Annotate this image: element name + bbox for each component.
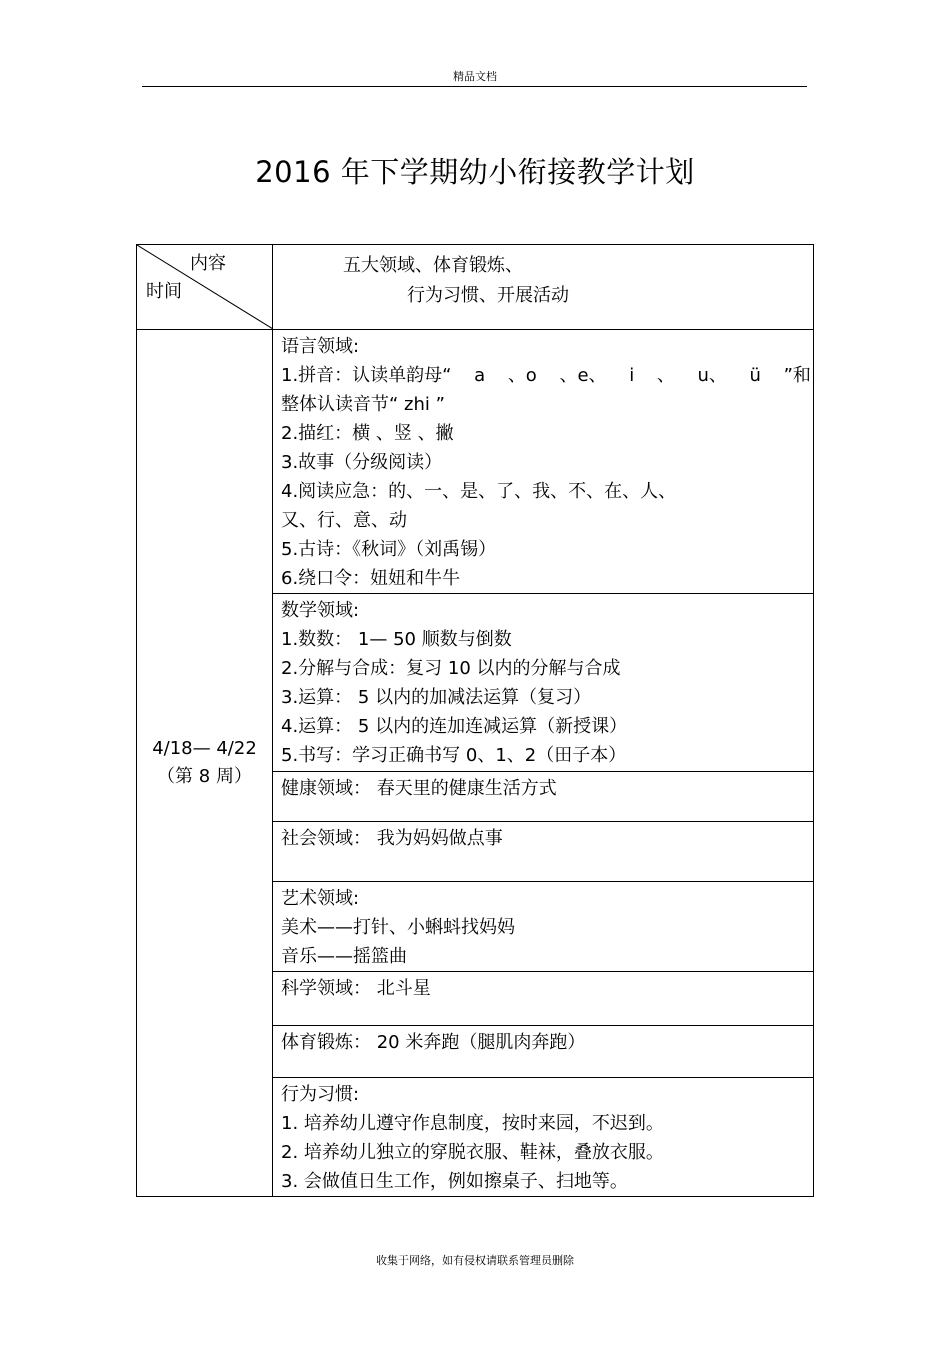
language-line: 又、行、意、动 xyxy=(281,510,407,531)
science-cell xyxy=(273,972,814,1026)
header-rule xyxy=(142,86,807,87)
page-header: 精品文档 xyxy=(453,70,497,83)
page-title: 2016 年下学期幼小衔接教学计划 xyxy=(255,155,695,189)
art-line: 音乐——摇篮曲 xyxy=(281,946,407,967)
corner-header-cell xyxy=(137,245,273,330)
period-dates: 4/18— 4/22 xyxy=(152,738,257,759)
math-line: 1.数数： 1— 50 顺数与倒数 xyxy=(281,629,512,650)
pinyin-letter: ü xyxy=(749,365,761,386)
table-row xyxy=(137,330,814,594)
science-text: 科学领域： 北斗星 xyxy=(281,978,431,999)
art-heading: 艺术领域: xyxy=(281,888,360,909)
language-line: 5.古诗：《秋词》（刘禹锡） xyxy=(281,539,497,560)
plan-table xyxy=(136,244,814,1197)
health-text: 健康领域： 春天里的健康生活方式 xyxy=(281,778,557,799)
period-cell xyxy=(137,330,273,1197)
pinyin-line xyxy=(281,361,813,390)
math-heading: 数学领域: xyxy=(281,600,360,621)
language-line: 6.绕口令：妞妞和牛牛 xyxy=(281,568,461,589)
math-cell xyxy=(273,594,814,772)
page-footer: 收集于网络，如有侵权请联系管理员删除 xyxy=(376,1254,574,1267)
habits-line: 3. 会做值日生工作，例如擦桌子、扫地等。 xyxy=(281,1171,628,1192)
content-header-line2: 行为习惯、开展活动 xyxy=(407,285,569,306)
pinyin-prefix: 1.拼音：认读单韵母“ xyxy=(281,365,452,386)
habits-line: 2. 培养幼儿独立的穿脱衣服、鞋袜，叠放衣服。 xyxy=(281,1142,664,1163)
pinyin-letter: 、 xyxy=(656,365,675,386)
pinyin-letter: a xyxy=(474,365,486,386)
content-header-cell xyxy=(273,245,814,330)
social-cell xyxy=(273,822,814,882)
pinyin-letter: u、 xyxy=(697,365,727,386)
pinyin-letter: i xyxy=(629,365,635,386)
language-line: 4.阅读应急：的、一、是、了、我、不、在、人、 xyxy=(281,481,677,502)
language-line: 2.描红：横 、竖 、撇 xyxy=(281,423,454,444)
corner-content-label: 内容 xyxy=(190,253,226,274)
math-line: 3.运算： 5 以内的加减法运算（复习） xyxy=(281,687,592,708)
language-cell xyxy=(273,330,814,594)
art-cell xyxy=(273,882,814,972)
habits-heading: 行为习惯: xyxy=(281,1084,360,1105)
pinyin-letter: 、o xyxy=(507,365,537,386)
pinyin-cont: 整体认读音节“ zhi ” xyxy=(281,394,445,415)
pe-cell xyxy=(273,1026,814,1078)
language-heading: 语言领域: xyxy=(281,336,360,357)
pinyin-letter: 、e、 xyxy=(559,365,607,386)
corner-time-label: 时间 xyxy=(146,281,182,302)
social-text: 社会领域： 我为妈妈做点事 xyxy=(281,828,503,849)
period-week: （第 8 周） xyxy=(157,766,252,787)
health-cell xyxy=(273,772,814,822)
art-line: 美术——打针、小蝌蚪找妈妈 xyxy=(281,917,515,938)
math-line: 2.分解与合成：复习 10 以内的分解与合成 xyxy=(281,658,621,679)
pinyin-letter: ”和 xyxy=(783,365,811,386)
math-line: 5.书写：学习正确书写 0、1、2（田子本） xyxy=(281,745,627,766)
table-header-row xyxy=(137,245,814,330)
habits-line: 1. 培养幼儿遵守作息制度，按时来园，不迟到。 xyxy=(281,1113,664,1134)
habits-cell xyxy=(273,1078,814,1197)
language-line: 3.故事（分级阅读） xyxy=(281,452,443,473)
content-header-line1: 五大领域、体育锻炼、 xyxy=(343,255,523,276)
pe-text: 体育锻炼： 20 米奔跑（腿肌肉奔跑） xyxy=(281,1032,586,1053)
math-line: 4.运算： 5 以内的连加连减运算（新授课） xyxy=(281,716,628,737)
